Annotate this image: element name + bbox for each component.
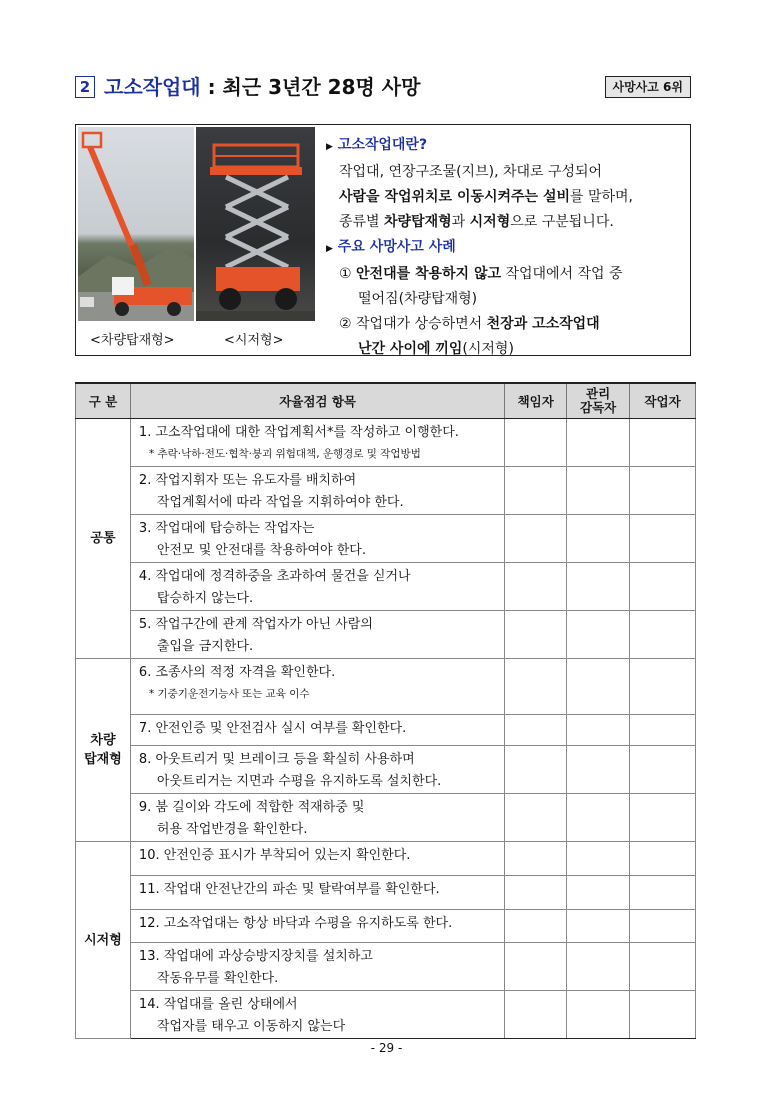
check-cell[interactable] bbox=[630, 515, 696, 563]
case-2-line-1: ② 작업대가 상승하면서 천장과 고소작업대 bbox=[339, 316, 600, 332]
table-row bbox=[76, 659, 696, 715]
check-cell[interactable] bbox=[505, 910, 567, 943]
truck-mounted-lift-photo bbox=[78, 127, 194, 321]
bullet-triangle-icon: ▶ bbox=[326, 142, 333, 152]
check-cell[interactable] bbox=[505, 876, 567, 910]
table-row bbox=[76, 419, 696, 467]
bullet-triangle-icon: ▶ bbox=[326, 244, 333, 254]
check-cell[interactable] bbox=[505, 515, 567, 563]
check-cell[interactable] bbox=[567, 515, 630, 563]
definition-heading: ▶ 고소작업대란? bbox=[326, 137, 428, 153]
check-cell[interactable] bbox=[505, 943, 567, 991]
check-cell[interactable] bbox=[630, 943, 696, 991]
check-cell[interactable] bbox=[630, 715, 696, 746]
check-cell[interactable] bbox=[630, 467, 696, 515]
table-row bbox=[76, 746, 696, 794]
table-row bbox=[76, 842, 696, 876]
check-item-13: 13. 작업대에 과상승방지장치를 설치하고 작동유무를 확인한다. bbox=[130, 943, 504, 991]
check-item-7: 7. 안전인증 및 안전검사 실시 여부를 확인한다. bbox=[130, 715, 504, 746]
definition-line-3: 종류별 차량탑재형과 시저형으로 구분됩니다. bbox=[339, 214, 614, 230]
check-item-11: 11. 작업대 안전난간의 파손 및 탈락여부를 확인한다. bbox=[130, 876, 504, 910]
check-cell[interactable] bbox=[567, 991, 630, 1039]
check-cell[interactable] bbox=[630, 876, 696, 910]
info-box bbox=[75, 124, 691, 356]
check-cell[interactable] bbox=[567, 910, 630, 943]
check-item-12: 12. 고소작업대는 항상 바닥과 수평을 유지하도록 한다. bbox=[130, 910, 504, 943]
check-cell[interactable] bbox=[505, 659, 567, 715]
table-row bbox=[76, 943, 696, 991]
check-cell[interactable] bbox=[567, 467, 630, 515]
check-cell[interactable] bbox=[567, 943, 630, 991]
checklist-table bbox=[75, 382, 696, 1039]
header-category: 구 분 bbox=[76, 383, 131, 419]
check-cell[interactable] bbox=[505, 611, 567, 659]
check-item-8: 8. 아웃트리거 및 브레이크 등을 확실히 사용하며 아웃트리거는 지면과 수평을 유지하도록 설치한다. bbox=[130, 746, 504, 794]
page-title bbox=[104, 72, 420, 102]
check-item-9: 9. 붐 길이와 각도에 적합한 적재하중 및 허용 작업반경을 확인한다. bbox=[130, 794, 504, 842]
check-cell[interactable] bbox=[567, 876, 630, 910]
table-row bbox=[76, 876, 696, 910]
definition-line-2: 사람을 작업위치로 이동시켜주는 설비를 말하며, bbox=[339, 189, 634, 205]
table-row bbox=[76, 715, 696, 746]
check-cell[interactable] bbox=[505, 991, 567, 1039]
table-row bbox=[76, 515, 696, 563]
check-cell[interactable] bbox=[567, 611, 630, 659]
table-row bbox=[76, 563, 696, 611]
group-vehicle-mounted: 차량 탑재형 bbox=[76, 659, 131, 842]
check-cell[interactable] bbox=[630, 659, 696, 715]
group-scissor: 시저형 bbox=[76, 842, 131, 1039]
check-cell[interactable] bbox=[567, 842, 630, 876]
table-row bbox=[76, 910, 696, 943]
check-item-14: 14. 작업대를 올린 상태에서 작업자를 태우고 이동하지 않는다 bbox=[130, 991, 504, 1039]
check-cell[interactable] bbox=[505, 794, 567, 842]
title-sub: : 최근 3년간 28명 사망 bbox=[207, 75, 421, 99]
check-item-10: 10. 안전인증 표시가 부착되어 있는지 확인한다. bbox=[130, 842, 504, 876]
header-item: 자율점검 항목 bbox=[130, 383, 504, 419]
table-header-row bbox=[76, 383, 696, 419]
check-cell[interactable] bbox=[567, 419, 630, 467]
check-cell[interactable] bbox=[567, 746, 630, 794]
check-cell[interactable] bbox=[505, 563, 567, 611]
header-responsible: 책임자 bbox=[505, 383, 567, 419]
check-cell[interactable] bbox=[630, 794, 696, 842]
check-cell[interactable] bbox=[505, 746, 567, 794]
check-cell[interactable] bbox=[505, 419, 567, 467]
check-cell[interactable] bbox=[630, 419, 696, 467]
check-cell[interactable] bbox=[505, 842, 567, 876]
rank-badge: 사망사고 6위 bbox=[605, 76, 692, 98]
scissor-lift-photo bbox=[196, 127, 315, 321]
check-cell[interactable] bbox=[630, 991, 696, 1039]
section-number: 2 bbox=[75, 76, 95, 98]
table-row bbox=[76, 467, 696, 515]
check-item-3: 3. 작업대에 탑승하는 작업자는 안전모 및 안전대를 착용하여야 한다. bbox=[130, 515, 504, 563]
check-cell[interactable] bbox=[567, 794, 630, 842]
page-number: - 29 - bbox=[370, 1041, 403, 1055]
check-cell[interactable] bbox=[505, 715, 567, 746]
check-cell[interactable] bbox=[630, 563, 696, 611]
check-item-2: 2. 작업지휘자 또는 유도자를 배치하여 작업계획서에 따라 작업을 지휘하여야 한다. bbox=[130, 467, 504, 515]
header-worker: 작업자 bbox=[630, 383, 696, 419]
check-cell[interactable] bbox=[567, 563, 630, 611]
check-item-1: 1. 고소작업대에 대한 작업계획서*를 작성하고 이행한다. * 추락·낙하·전도·협착·붕괴 위험대책, 운행경로 및 작업방법 bbox=[130, 419, 504, 467]
check-item-6: 6. 조종사의 적정 자격을 확인한다. * 기중기운전기능사 또는 교육 이수 bbox=[130, 659, 504, 715]
check-cell[interactable] bbox=[505, 467, 567, 515]
check-cell[interactable] bbox=[630, 910, 696, 943]
table-row bbox=[76, 991, 696, 1039]
caption-truck: <차량탑재형> bbox=[90, 333, 175, 348]
case-1-line-1: ① 안전대를 착용하지 않고 작업대에서 작업 중 bbox=[339, 266, 623, 282]
check-cell[interactable] bbox=[630, 746, 696, 794]
case-1-line-2: 떨어짐(차량탑재형) bbox=[358, 291, 478, 307]
check-cell[interactable] bbox=[630, 611, 696, 659]
check-cell[interactable] bbox=[567, 659, 630, 715]
table-row bbox=[76, 611, 696, 659]
check-cell[interactable] bbox=[630, 842, 696, 876]
check-item-4: 4. 작업대에 정격하중을 초과하여 물건을 싣거나 탑승하지 않는다. bbox=[130, 563, 504, 611]
section-title-row bbox=[75, 72, 691, 106]
group-common: 공통 bbox=[76, 419, 131, 659]
info-text bbox=[326, 133, 686, 362]
check-cell[interactable] bbox=[567, 715, 630, 746]
definition-line-1: 작업대, 연장구조물(지브), 차대로 구성되어 bbox=[339, 164, 603, 180]
case-2-line-2: 난간 사이에 끼임(시저형) bbox=[358, 341, 514, 357]
cases-heading: ▶ 주요 사망사고 사례 bbox=[326, 239, 456, 255]
title-main: 고소작업대 bbox=[104, 75, 201, 99]
caption-scissor: <시저형> bbox=[224, 333, 284, 348]
table-row bbox=[76, 794, 696, 842]
header-supervisor: 관리 감독자 bbox=[567, 383, 630, 419]
check-item-5: 5. 작업구간에 관계 작업자가 아닌 사람의 출입을 금지한다. bbox=[130, 611, 504, 659]
